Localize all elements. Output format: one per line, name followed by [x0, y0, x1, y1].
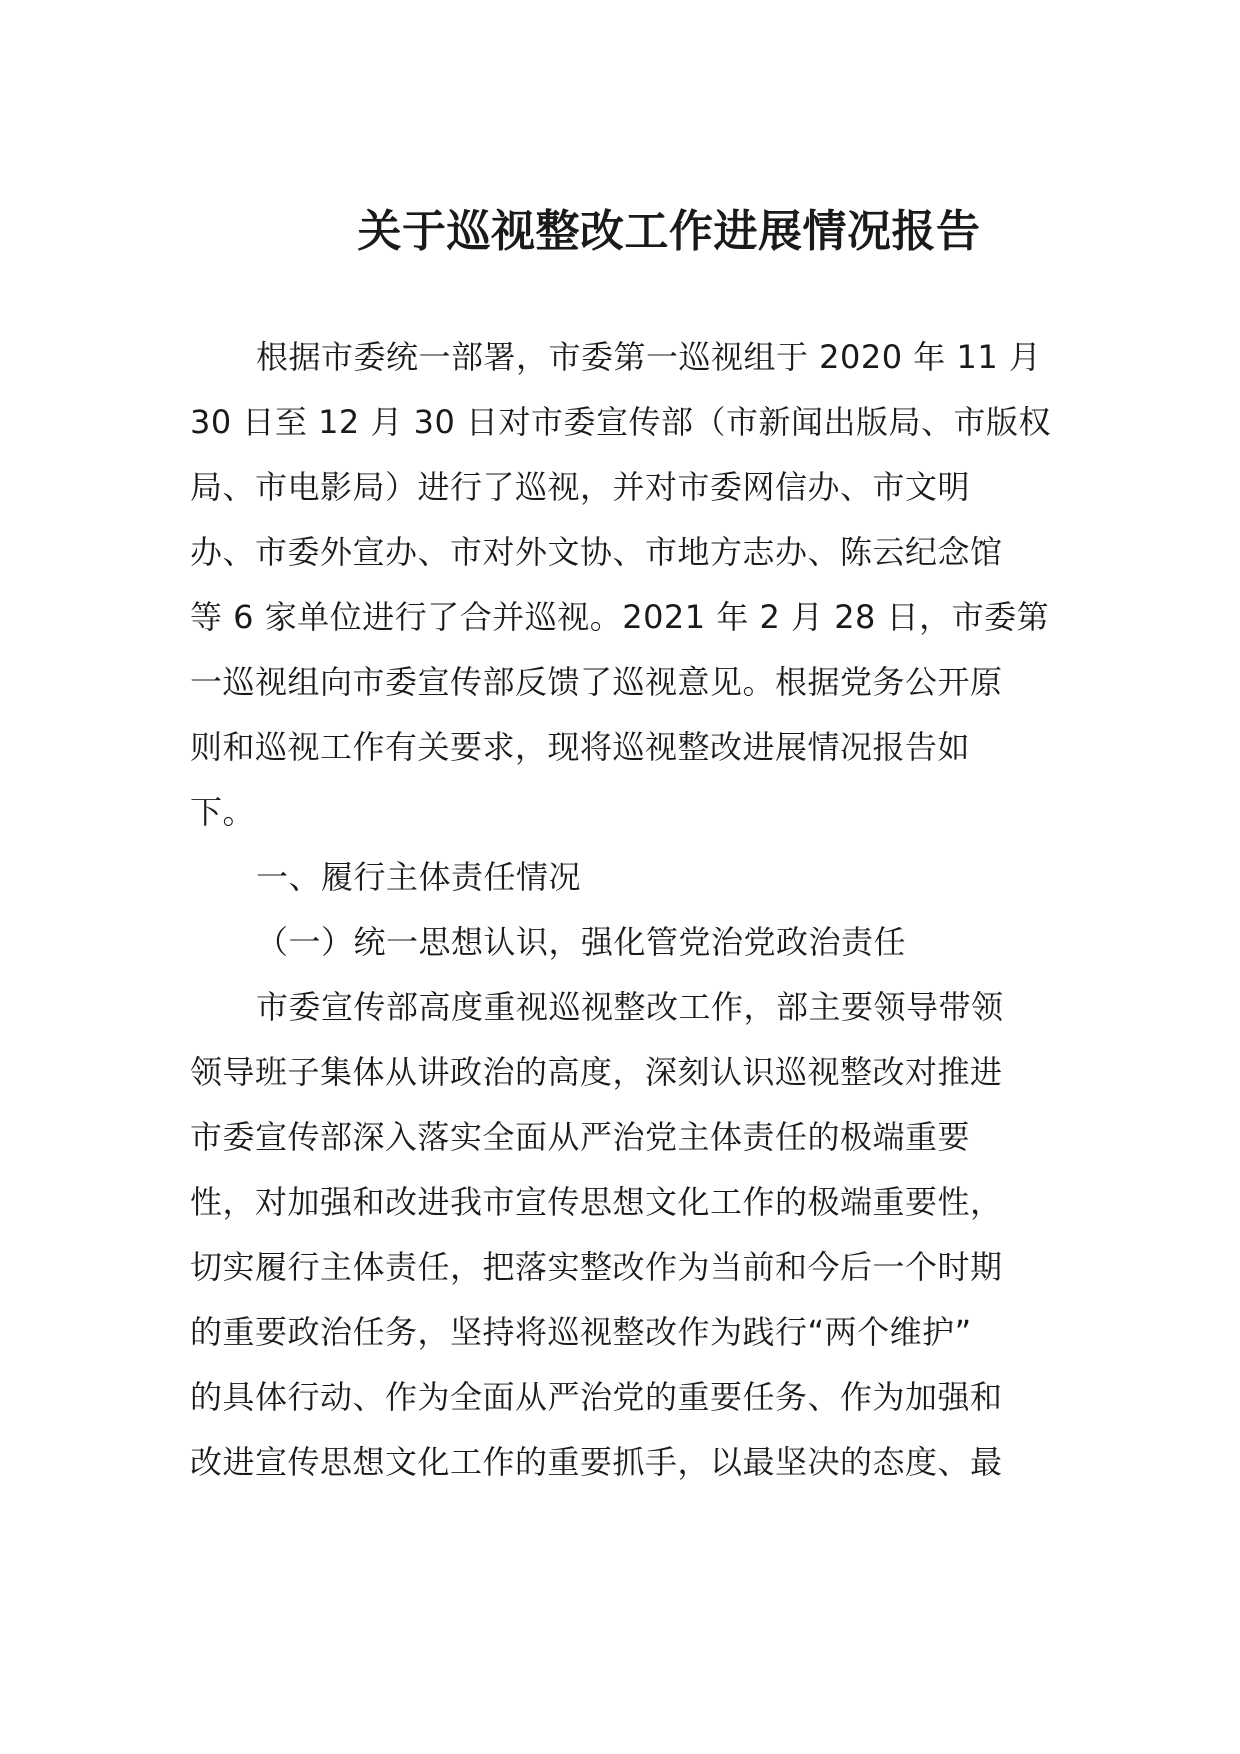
- text-line: 一巡视组向市委宣传部反馈了巡视意见。根据党务公开原: [190, 663, 1003, 701]
- text-line: 市委宣传部深入落实全面从严治党主体责任的极端重要: [190, 1118, 971, 1156]
- subsection-heading: （一）统一思想认识，强化管党治党政治责任: [256, 923, 907, 961]
- text-line: 办、市委外宣办、市对外文协、市地方志办、陈云纪念馆: [190, 533, 1003, 571]
- text-line: 局、市电影局）进行了巡视，并对市委网信办、市文明: [190, 468, 971, 506]
- document-body: [190, 325, 1060, 1495]
- paragraph-intro: [190, 325, 1060, 845]
- text-line: 领导班子集体从讲政治的高度，深刻认识巡视整改对推进: [190, 1053, 1003, 1091]
- text-line: 的重要政治任务，坚持将巡视整改作为践行“两个维护”: [190, 1313, 972, 1351]
- text-line: 则和巡视工作有关要求，现将巡视整改进展情况报告如: [190, 728, 971, 766]
- document-title: 关于巡视整改工作进展情况报告: [357, 206, 981, 257]
- text-line: 30 日至 12 月 30 日对市委宣传部（市新闻出版局、市版权: [190, 403, 1052, 441]
- text-line: 性，对加强和改进我市宣传思想文化工作的极端重要性，: [190, 1183, 1003, 1221]
- text-line: 根据市委统一部署，市委第一巡视组于 2020 年 11 月: [256, 338, 1042, 376]
- text-line: 改进宣传思想文化工作的重要抓手，以最坚决的态度、最: [190, 1443, 1003, 1481]
- text-line: 切实履行主体责任，把落实整改作为当前和今后一个时期: [190, 1248, 1003, 1286]
- section-heading: 一、履行主体责任情况: [256, 858, 582, 896]
- text-line: 市委宣传部高度重视巡视整改工作，部主要领导带领: [256, 988, 1004, 1026]
- text-line: 的具体行动、作为全面从严治党的重要任务、作为加强和: [190, 1378, 1003, 1416]
- text-line: 下。: [190, 793, 256, 831]
- paragraph-body: [190, 975, 1060, 1495]
- text-line: 等 6 家单位进行了合并巡视。2021 年 2 月 28 日，市委第: [190, 598, 1050, 636]
